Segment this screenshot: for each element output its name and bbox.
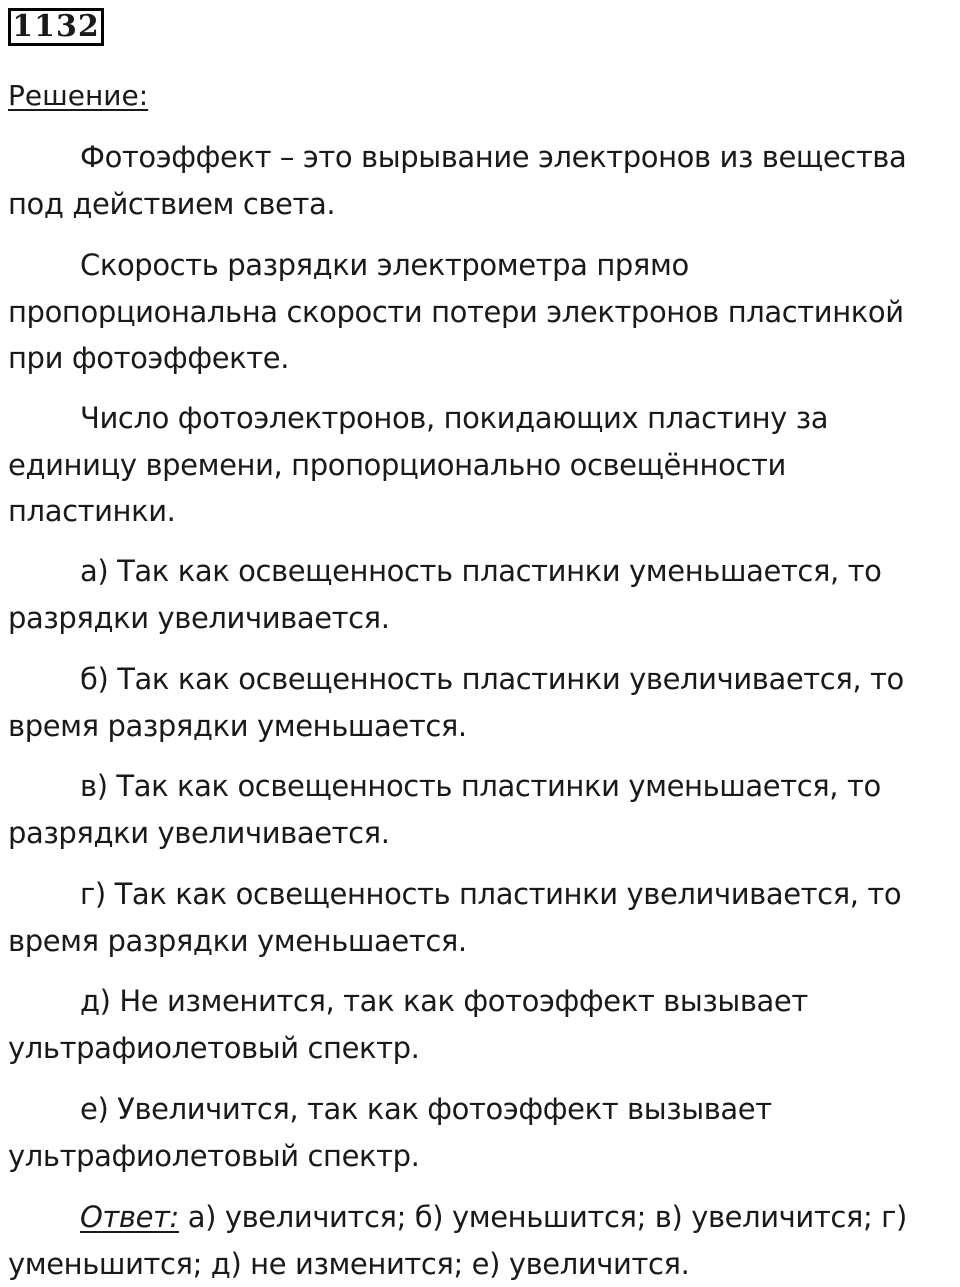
answer-label: Ответ:	[80, 1200, 179, 1234]
paragraph-photoelectron-count: Число фотоэлектронов, покидающих пластину за единицу времени, пропорционально освещённости пластинки.	[8, 401, 829, 528]
task-number-box: 1132	[8, 8, 104, 46]
paragraph-discharge-rate: Скорость разрядки электрометра прямо пропорциональна скорости потери электронов пластинкой при фотоэффекте.	[8, 248, 904, 375]
paragraph-case-d: д) Не изменится, так как фотоэффект вызывает ультрафиолетовый спектр.	[8, 984, 808, 1065]
paragraph-case-b: б) Так как освещенность пластинки увеличивается, то время разрядки уменьшается.	[8, 662, 904, 743]
paragraph-case-e: е) Увеличится, так как фотоэффект вызывает ультрафиолетовый спектр.	[8, 1092, 772, 1173]
paragraph-case-v: в) Так как освещенность пластинки уменьшается, то разрядки увеличивается.	[8, 769, 881, 850]
solution-heading: Решение:	[8, 79, 149, 112]
answer-text: а) увеличится; б) уменьшится; в) увеличится; г) уменьшится; д) не изменится; е) увеличится.	[8, 1200, 907, 1281]
paragraph-case-a: а) Так как освещенность пластинки уменьшается, то разрядки увеличивается.	[8, 554, 882, 635]
paragraph-photoeffect-definition: Фотоэффект – это вырывание электронов из вещества под действием света.	[8, 140, 907, 221]
answer-paragraph	[8, 1194, 960, 1287]
paragraph-case-g: г) Так как освещенность пластинки увеличивается, то время разрядки уменьшается.	[8, 877, 902, 958]
